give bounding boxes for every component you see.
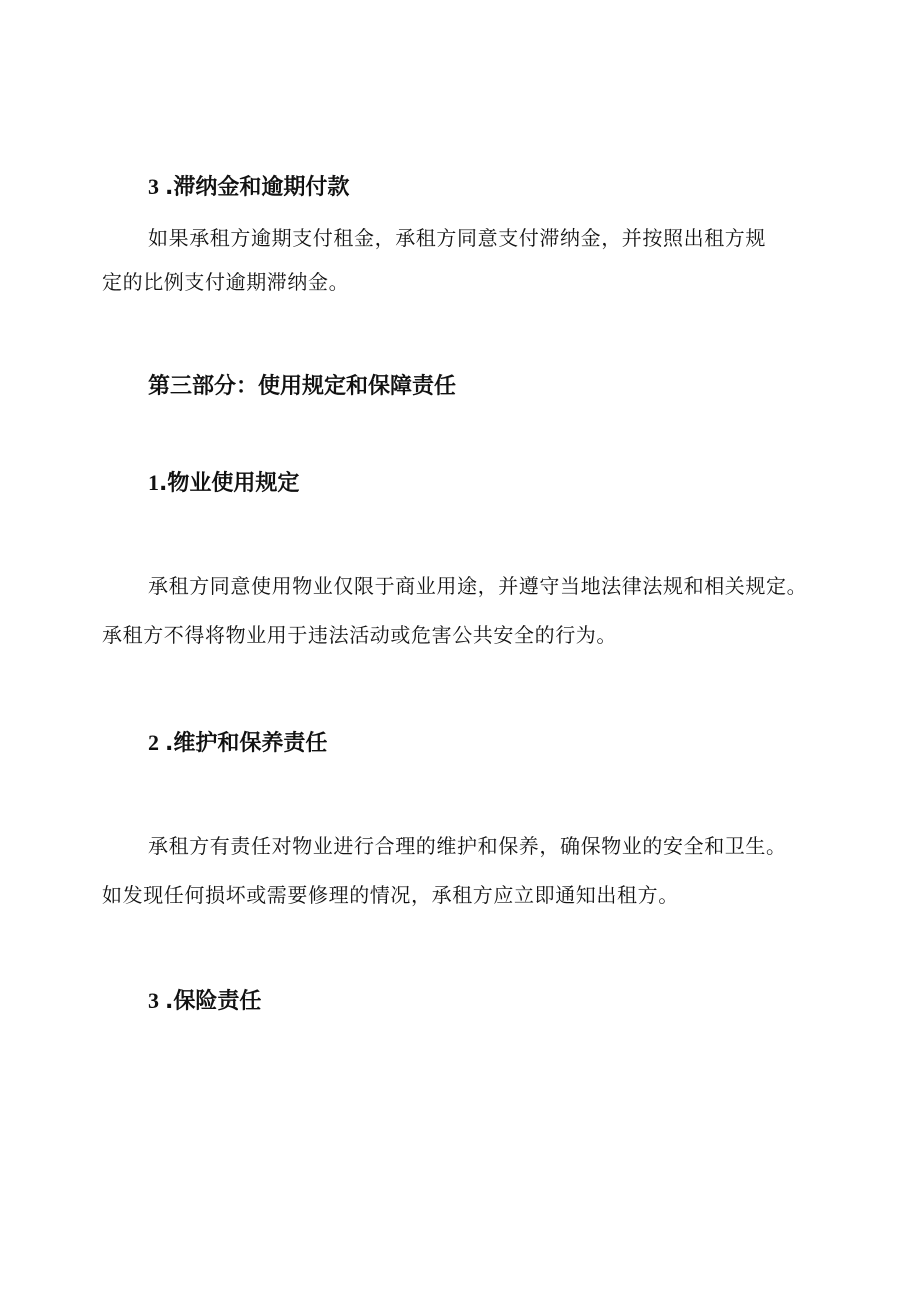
part-title: 第三部分：使用规定和保障责任	[148, 374, 457, 399]
section-number: 1	[148, 470, 159, 495]
section-title: .维护和保养责任	[165, 731, 328, 756]
section-heading-usage-rules	[148, 467, 299, 500]
section-heading-maintenance	[148, 727, 327, 760]
paragraph-line: 承租方同意使用物业仅限于商业用途，并遵守当地法律法规和相关规定。	[148, 574, 808, 598]
section-title: .保险责任	[165, 989, 262, 1014]
paragraph-line: 定的比例支付逾期滞纳金。	[102, 270, 350, 294]
section-number: 3	[148, 988, 159, 1013]
section-heading-late-fee	[148, 171, 349, 204]
paragraph-line: 如果承租方逾期支付租金，承租方同意支付滞纳金，并按照出租方规	[148, 226, 766, 250]
paragraph-line: 承租方有责任对物业进行合理的维护和保养，确保物业的安全和卫生。	[148, 834, 787, 858]
section-number: 3	[148, 174, 159, 199]
section-title: .滞纳金和逾期付款	[165, 175, 350, 200]
section-heading-insurance	[148, 985, 261, 1018]
section-title: .物业使用规定	[159, 471, 300, 496]
section-number: 2	[148, 730, 159, 755]
paragraph-line: 承租方不得将物业用于违法活动或危害公共安全的行为。	[102, 623, 617, 647]
paragraph-line: 如发现任何损坏或需要修理的情况，承租方应立即通知出租方。	[102, 883, 679, 907]
